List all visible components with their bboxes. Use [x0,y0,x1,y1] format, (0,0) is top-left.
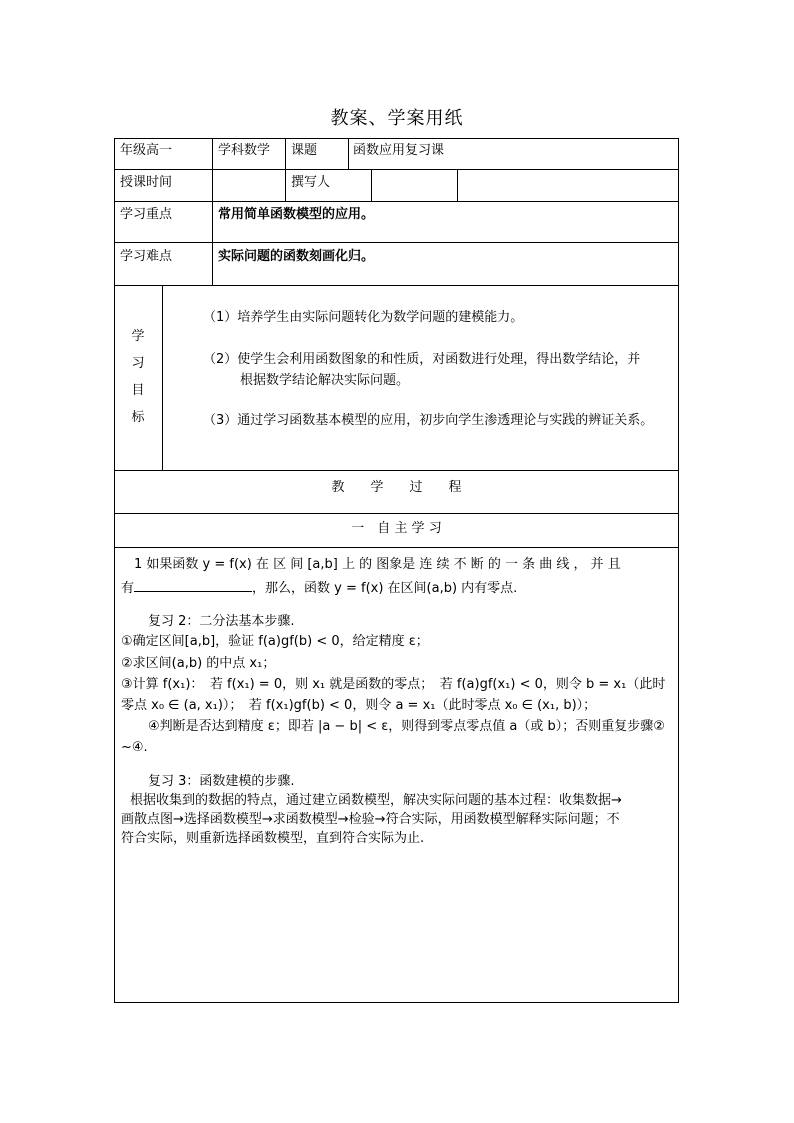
topic-label: 课题 [291,143,318,158]
review3-line: 画散点图→选择函数模型→求函数模型→检验→符合实际，用函数模型解释实际问题；不 [121,812,620,827]
objective-item: （2）使学生会利用函数图象的和性质，对函数进行处理，得出数学结论，并 [203,352,641,367]
key-point-label: 学习重点 [120,207,173,222]
review3-line: 根据收集到的数据的特点，通过建立函数模型，解决实际问题的基本过程：收集数据→ [130,793,622,808]
col-divider [285,138,286,169]
objective-item-continued: 根据数学结论解决实际问题。 [240,373,410,388]
review3-heading: 复习 3：函数建模的步骤. [148,774,295,789]
review2-step4-continued: ~④. [121,740,148,755]
review1-line1: 1 如果函数 y = f(x) 在 区 间 [a,b] 上 的 图象是 连 续 不 断 的 一 条 曲 线 ， 并 且 [134,557,621,572]
key-point-value: 常用简单函数模型的应用。 [218,207,375,222]
objective-item: （3）通过学习函数基本模型的应用，初步向学生渗透理论与实践的辨证关系。 [203,413,654,428]
row-divider [114,169,679,170]
row-divider [114,285,679,286]
review2-step1: ①确定区间[a,b]，验证 f(a)gf(b) < 0，给定精度 ε； [121,634,429,649]
objective-item: （1）培养学生由实际问题转化为数学问题的建模能力。 [203,310,524,325]
difficulty-value: 实际问题的函数刻画化归。 [218,249,375,264]
objectives-label-char: 学 [131,329,145,344]
objectives-label-char: 习 [131,356,145,371]
review3-line: 符合实际，则重新选择函数模型，直到符合实际为止. [121,831,425,846]
review2-step2: ②求区间(a,b) 的中点 x₁； [121,656,276,671]
page-title: 教案、学案用纸 [330,108,464,129]
col-divider [371,169,372,201]
objectives-label-char: 标 [131,410,145,425]
process-header: 教 学 过 程 [331,480,462,495]
topic-value: 函数应用复习课 [353,143,445,158]
objectives-label-char: 目 [131,383,145,398]
col-divider [457,169,458,201]
time-label: 授课时间 [120,175,173,190]
author-label: 撰写人 [291,175,331,190]
col-divider [212,201,213,285]
subject-label: 学科数学 [218,143,271,158]
review1-line2-suffix: ，那么，函数 y = f(x) 在区间(a,b) 内有零点. [252,581,518,596]
fill-in-blank[interactable] [134,579,252,592]
row-divider [114,201,679,202]
review1-line2-prefix: 有 [121,581,135,596]
review2-step3-continued: 零点 x₀ ∈ (a, x₁)）； 若 f(x₁)gf(b) < 0，则令 a = x₁（此时零点 x₀ ∈ (x₁, b)）； [121,698,597,713]
review1-line2 [121,579,517,597]
row-divider [114,242,679,243]
col-divider [212,138,213,169]
row-divider [114,470,679,471]
col-divider [162,285,163,470]
difficulty-label: 学习难点 [120,249,173,264]
col-divider [285,169,286,201]
section-header: 一 自 主 学 习 [351,521,442,536]
row-divider [114,513,679,514]
review2-step4: ④判断是否达到精度 ε；即若 |a − b| < ε，则得到零点零点值 a（或 b）；否则重复步骤② [148,719,665,734]
objectives-label [114,323,162,431]
review2-step3: ③计算 f(x₁)： 若 f(x₁) = 0，则 x₁ 就是函数的零点； 若 f(a)gf(x₁) < 0，则令 b = x₁（此时 [121,677,666,692]
review2-heading: 复习 2：二分法基本步骤. [148,614,295,629]
col-divider [212,169,213,201]
col-divider [348,138,349,169]
row-divider [114,547,679,548]
grade-label: 年级高一 [120,143,173,158]
